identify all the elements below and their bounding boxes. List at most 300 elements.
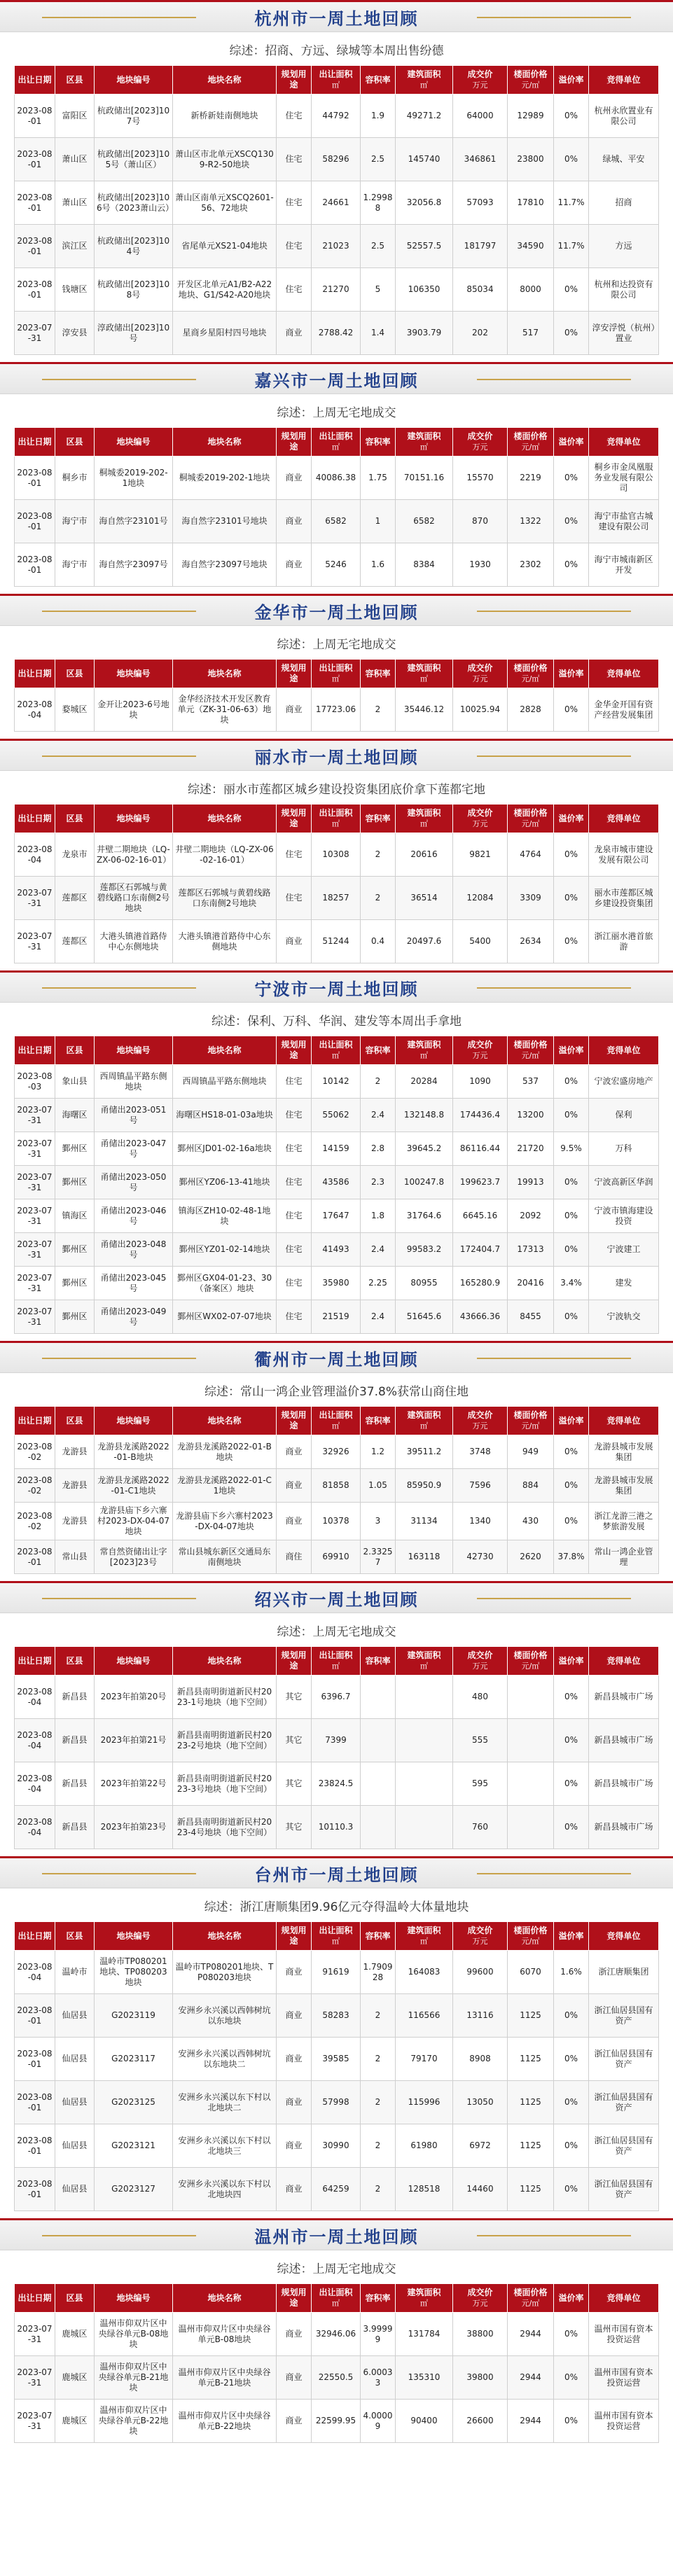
- column-header-label: 规划用途: [281, 431, 307, 452]
- column-header-label: 容积率: [365, 668, 391, 678]
- price-cell: 26600: [453, 2400, 508, 2443]
- plot-name-cell: 萧山区南单元XSCQ2601-56、72地块: [173, 181, 277, 225]
- date-cell: 2023-07-31: [15, 877, 55, 920]
- column-header: [361, 1407, 396, 1435]
- table-row: [15, 1719, 659, 1762]
- premium-cell: 0%: [554, 1719, 589, 1762]
- district-cell: 仙居县: [55, 2038, 95, 2081]
- bldg-area-cell: 20497.6: [396, 920, 453, 963]
- column-header: [55, 660, 95, 688]
- plot-name-cell: 安洲乡永兴溪以东下村以北地块二: [173, 2081, 277, 2124]
- far-cell: 2: [361, 1994, 396, 2038]
- table-row: [15, 1806, 659, 1849]
- column-header-label: 容积率: [365, 1045, 391, 1055]
- column-header-label: 溢价率: [558, 1045, 584, 1055]
- price-cell: 99600: [453, 1951, 508, 1994]
- plot-name-cell: 安洲乡永兴溪以东下村以北地块四: [173, 2168, 277, 2211]
- plot-name-cell: 金华经济技术开发区教育单元（ZK-31-06-63）地块: [173, 688, 277, 732]
- column-header: [361, 805, 396, 833]
- table-header-row: [15, 2284, 659, 2313]
- buyer-cell: 常山一鸿企业管理: [589, 1540, 659, 1574]
- column-header-label: 出让面积: [319, 1926, 353, 1935]
- column-header-label: 溢价率: [558, 1655, 584, 1666]
- area-cell: 23824.5: [312, 1762, 361, 1806]
- plot-no-cell: 井壁二期地块（LQ-ZX-06-02-16-01）: [95, 833, 173, 877]
- premium-cell: 0%: [554, 1503, 589, 1540]
- land-table: [14, 1036, 659, 1334]
- price-cell: 1090: [453, 1065, 508, 1099]
- plot-no-cell: G2023117: [95, 2038, 173, 2081]
- column-header: [95, 2284, 173, 2313]
- plot-no-cell: 甬储出2023-050号: [95, 1166, 173, 1199]
- column-header-label: 地块名称: [207, 1930, 242, 1941]
- column-header: [55, 1922, 95, 1951]
- plot-no-cell: G2023125: [95, 2081, 173, 2124]
- price-cell: 6645.16: [453, 1199, 508, 1233]
- area-cell: 17647: [312, 1199, 361, 1233]
- column-header-label: 出让面积: [319, 808, 353, 818]
- column-header-label: 建筑面积: [407, 808, 441, 818]
- price-cell: 10025.94: [453, 688, 508, 732]
- column-header-label: 建筑面积: [407, 2288, 441, 2297]
- buyer-cell: 保利: [589, 1099, 659, 1132]
- buyer-cell: 温州市国有资本投资运营: [589, 2356, 659, 2400]
- use-cell: 商业: [277, 500, 312, 543]
- district-cell: 鄞州区: [55, 1233, 95, 1267]
- plot-name-cell: 星商乡星阳村四号地块: [173, 312, 277, 355]
- price-cell: 14460: [453, 2168, 508, 2211]
- column-header-label: 区县: [66, 74, 83, 85]
- column-header: [15, 1647, 55, 1676]
- floor-price-cell: 3309: [508, 877, 554, 920]
- column-header-label: 区县: [66, 668, 83, 678]
- land-table: [14, 1921, 659, 2211]
- bldg-area-cell: 32056.8: [396, 181, 453, 225]
- use-cell: 住宅: [277, 95, 312, 138]
- date-cell: 2023-08-04: [15, 1762, 55, 1806]
- plot-name-cell: 莲都区石郭城与黄碧线路口东南侧2号地块: [173, 877, 277, 920]
- plot-name-cell: 桐城委2019-202-1地块: [173, 457, 277, 500]
- column-header: [361, 1922, 396, 1951]
- table-row: [15, 543, 659, 587]
- area-cell: 10308: [312, 833, 361, 877]
- table-row: [15, 1676, 659, 1719]
- section-summary: 综述：浙江唐顺集团9.96亿元夺得温岭大体量地块: [204, 1900, 469, 1914]
- far-cell: 1.05: [361, 1469, 396, 1503]
- column-header-label: 建筑面积: [407, 663, 441, 673]
- date-cell: 2023-07-31: [15, 1099, 55, 1132]
- table-row: [15, 2038, 659, 2081]
- buyer-cell: 龙游县城市发展集团: [589, 1469, 659, 1503]
- bldg-area-cell: 6582: [396, 500, 453, 543]
- column-header: [453, 1036, 508, 1065]
- buyer-cell: 丽水市莲都区城乡建设投资集团: [589, 877, 659, 920]
- floor-price-cell: 949: [508, 1435, 554, 1469]
- area-cell: 10378: [312, 1503, 361, 1540]
- column-header: [55, 428, 95, 457]
- section-summary: 综述：保利、万科、华润、建发等本周出手拿地: [211, 1015, 462, 1029]
- area-cell: 22599.95: [312, 2400, 361, 2443]
- floor-price-cell: 2302: [508, 543, 554, 587]
- column-header: [15, 805, 55, 833]
- column-header: [173, 1922, 277, 1951]
- table-row: [15, 1199, 659, 1233]
- land-table: [14, 65, 659, 355]
- column-header: [508, 1407, 554, 1435]
- far-cell: 2.4: [361, 1099, 396, 1132]
- column-header: [453, 428, 508, 457]
- land-table: [14, 804, 659, 963]
- column-header-label: 竞得单位: [606, 1655, 641, 1666]
- column-header: [361, 2284, 396, 2313]
- buyer-cell: 浙江仙居县国有资产: [589, 2081, 659, 2124]
- district-cell: 镇海区: [55, 1199, 95, 1233]
- buyer-cell: 浙江仙居县国有资产: [589, 1994, 659, 2038]
- section-title: 嘉兴市一周土地回顾: [254, 370, 419, 391]
- plot-name-cell: 新昌县南明街道新民村2023-1号地块（地下空间）: [173, 1676, 277, 1719]
- column-header: [589, 1407, 659, 1435]
- column-header: [589, 2284, 659, 2313]
- land-table: [14, 2283, 659, 2443]
- plot-name-cell: 井壁二期地块（LQ-ZX-06-02-16-01）: [173, 833, 277, 877]
- plot-name-cell: 海曙区HS18-01-03a地块: [173, 1099, 277, 1132]
- table-header-row: [15, 805, 659, 833]
- table-row: [15, 2168, 659, 2211]
- section-summary: 综述：常山一鸿企业管理溢价37.8%获常山商住地: [204, 1385, 469, 1399]
- column-header: [508, 805, 554, 833]
- far-cell: 6.00033: [361, 2356, 396, 2400]
- date-cell: 2023-07-31: [15, 1233, 55, 1267]
- buyer-cell: 龙游县城市发展集团: [589, 1435, 659, 1469]
- far-cell: 2.3: [361, 1166, 396, 1199]
- district-cell: 常山县: [55, 1540, 95, 1574]
- premium-cell: 0%: [554, 877, 589, 920]
- section-banner: [0, 362, 673, 394]
- district-cell: 新昌县: [55, 1806, 95, 1849]
- section-banner: [0, 1341, 673, 1373]
- floor-price-cell: 2219: [508, 457, 554, 500]
- column-header-label: 楼面价格: [513, 431, 548, 441]
- table-row: [15, 833, 659, 877]
- column-header: [173, 428, 277, 457]
- plot-name-cell: 鄞州区WX02-07-07地块: [173, 1300, 277, 1334]
- column-header: [173, 1647, 277, 1676]
- price-cell: 181797: [453, 225, 508, 268]
- buyer-cell: 宁波市镇海建设投资: [589, 1199, 659, 1233]
- buyer-cell: 新昌县城市广场: [589, 1676, 659, 1719]
- premium-cell: 0%: [554, 2356, 589, 2400]
- date-cell: 2023-07-31: [15, 312, 55, 355]
- column-header-label: 出让面积: [319, 1650, 353, 1660]
- plot-name-cell: 龙游县龙溪路2022-01-C1地块: [173, 1469, 277, 1503]
- premium-cell: 0%: [554, 1166, 589, 1199]
- column-header-label: 建筑面积: [407, 1926, 441, 1935]
- price-cell: 8908: [453, 2038, 508, 2081]
- bldg-area-cell: 85950.9: [396, 1469, 453, 1503]
- plot-name-cell: 西周镇晶平路东侧地块: [173, 1065, 277, 1099]
- use-cell: 其它: [277, 1762, 312, 1806]
- area-cell: 7399: [312, 1719, 361, 1762]
- table-row: [15, 920, 659, 963]
- column-header: [361, 66, 396, 95]
- column-header-label: 区县: [66, 436, 83, 447]
- column-header: [508, 428, 554, 457]
- column-header-label: 成交价: [467, 663, 493, 673]
- buyer-cell: 浙江仙居县国有资产: [589, 2038, 659, 2081]
- floor-price-cell: 430: [508, 1503, 554, 1540]
- column-header: [554, 1922, 589, 1951]
- price-cell: 5400: [453, 920, 508, 963]
- table-row: [15, 2356, 659, 2400]
- date-cell: 2023-07-31: [15, 1132, 55, 1166]
- use-cell: 住宅: [277, 1300, 312, 1334]
- price-cell: 480: [453, 1676, 508, 1719]
- premium-cell: 0%: [554, 543, 589, 587]
- price-cell: 57093: [453, 181, 508, 225]
- column-header: [55, 66, 95, 95]
- far-cell: [361, 1676, 396, 1719]
- table-row: [15, 1300, 659, 1334]
- buyer-cell: 新昌县城市广场: [589, 1806, 659, 1849]
- far-cell: [361, 1762, 396, 1806]
- column-header: [277, 1647, 312, 1676]
- section-summary: 综述：上周无宅地成交: [277, 1625, 396, 1639]
- premium-cell: 0%: [554, 1300, 589, 1334]
- column-header-label: 出让日期: [18, 1930, 52, 1941]
- column-header-label: 地块编号: [116, 74, 151, 85]
- column-header: [95, 428, 173, 457]
- far-cell: 2.4: [361, 1300, 396, 1334]
- section-title: 宁波市一周土地回顾: [254, 978, 419, 999]
- column-unit: 万元: [472, 2299, 488, 2308]
- premium-cell: 0%: [554, 1435, 589, 1469]
- column-header-label: 容积率: [365, 2292, 391, 2303]
- area-cell: 21023: [312, 225, 361, 268]
- plot-no-cell: 甬储出2023-047号: [95, 1132, 173, 1166]
- column-header-label: 规划用途: [281, 69, 307, 90]
- column-header-label: 建筑面积: [407, 1410, 441, 1420]
- bldg-area-cell: 39511.2: [396, 1435, 453, 1469]
- column-unit: ㎡: [420, 819, 428, 828]
- district-cell: 新昌县: [55, 1719, 95, 1762]
- column-header-label: 地块名称: [207, 813, 242, 823]
- plot-name-cell: 龙游县庙下乡六寨村2023-DX-04-07地块: [173, 1503, 277, 1540]
- column-header-label: 溢价率: [558, 1930, 584, 1941]
- table-row: [15, 1540, 659, 1574]
- column-header: [312, 660, 361, 688]
- use-cell: 商业: [277, 2400, 312, 2443]
- floor-price-cell: 1125: [508, 2124, 554, 2168]
- district-cell: 莲都区: [55, 920, 95, 963]
- column-header: [554, 805, 589, 833]
- column-unit: 元/㎡: [521, 81, 540, 90]
- bldg-area-cell: 31134: [396, 1503, 453, 1540]
- column-header-label: 地块编号: [116, 1930, 151, 1941]
- column-header-label: 容积率: [365, 1415, 391, 1426]
- premium-cell: 0%: [554, 1806, 589, 1849]
- bldg-area-cell: 128518: [396, 2168, 453, 2211]
- column-header-label: 容积率: [365, 1655, 391, 1666]
- section-title: 丽水市一周土地回顾: [254, 746, 419, 767]
- city-section: [0, 0, 673, 362]
- date-cell: 2023-08-02: [15, 1435, 55, 1469]
- bldg-area-cell: 51645.6: [396, 1300, 453, 1334]
- use-cell: 住宅: [277, 1267, 312, 1300]
- area-cell: 81858: [312, 1469, 361, 1503]
- column-header-label: 楼面价格: [513, 663, 548, 673]
- column-unit: 元/㎡: [521, 1662, 540, 1671]
- date-cell: 2023-08-01: [15, 2124, 55, 2168]
- column-header-label: 出让日期: [18, 668, 52, 678]
- plot-name-cell: 鄞州区YZ01-02-14地块: [173, 1233, 277, 1267]
- column-header: [589, 428, 659, 457]
- table-row: [15, 1435, 659, 1469]
- column-header: [55, 805, 95, 833]
- column-header: [15, 1922, 55, 1951]
- plot-name-cell: 新昌县南明街道新民村2023-4号地块（地下空间）: [173, 1806, 277, 1849]
- column-header: [312, 2284, 361, 2313]
- plot-no-cell: 甬储出2023-051号: [95, 1099, 173, 1132]
- premium-cell: 1.6%: [554, 1951, 589, 1994]
- date-cell: 2023-07-31: [15, 920, 55, 963]
- plot-name-cell: 温州市仰双片区中央绿谷单元B-08地块: [173, 2313, 277, 2356]
- column-header: [508, 660, 554, 688]
- price-cell: 760: [453, 1806, 508, 1849]
- column-header-label: 地块名称: [207, 436, 242, 447]
- far-cell: 2: [361, 833, 396, 877]
- far-cell: 1: [361, 500, 396, 543]
- land-table: [14, 1646, 659, 1849]
- use-cell: 住宅: [277, 1099, 312, 1132]
- column-header: [453, 1922, 508, 1951]
- column-header-label: 溢价率: [558, 1415, 584, 1426]
- date-cell: 2023-08-01: [15, 181, 55, 225]
- column-header-label: 楼面价格: [513, 1410, 548, 1420]
- section-banner: [0, 594, 673, 626]
- premium-cell: 9.5%: [554, 1132, 589, 1166]
- use-cell: 住宅: [277, 1166, 312, 1199]
- buyer-cell: 浙江唐顺集团: [589, 1951, 659, 1994]
- column-header: [312, 1407, 361, 1435]
- table-row: [15, 1994, 659, 2038]
- column-header-label: 地块名称: [207, 1415, 242, 1426]
- date-cell: 2023-07-31: [15, 2356, 55, 2400]
- plot-name-cell: 常山县城东新区交通局东南侧地块: [173, 1540, 277, 1574]
- column-header: [589, 1922, 659, 1951]
- column-header: [95, 1647, 173, 1676]
- column-header-label: 容积率: [365, 813, 391, 823]
- far-cell: 2: [361, 2081, 396, 2124]
- column-header-label: 区县: [66, 1415, 83, 1426]
- column-header-label: 区县: [66, 813, 83, 823]
- column-header-label: 出让日期: [18, 1655, 52, 1666]
- column-header: [55, 1036, 95, 1065]
- use-cell: 商业: [277, 2313, 312, 2356]
- area-cell: 41493: [312, 1233, 361, 1267]
- city-section: [0, 1581, 673, 1856]
- date-cell: 2023-08-02: [15, 1503, 55, 1540]
- buyer-cell: 金华金开国有资产经营发展集团: [589, 688, 659, 732]
- use-cell: 商业: [277, 1951, 312, 1994]
- plot-no-cell: 温州市仰双片区中央绿谷单元B-08地块: [95, 2313, 173, 2356]
- date-cell: 2023-08-04: [15, 833, 55, 877]
- area-cell: 69910: [312, 1540, 361, 1574]
- plot-no-cell: 2023年拍第23号: [95, 1806, 173, 1849]
- floor-price-cell: 2634: [508, 920, 554, 963]
- city-section: [0, 1341, 673, 1581]
- floor-price-cell: 2944: [508, 2313, 554, 2356]
- district-cell: 萧山区: [55, 181, 95, 225]
- column-header-label: 成交价: [467, 69, 493, 79]
- price-cell: 39800: [453, 2356, 508, 2400]
- use-cell: 商业: [277, 1435, 312, 1469]
- column-header-label: 成交价: [467, 1926, 493, 1935]
- district-cell: 富阳区: [55, 95, 95, 138]
- floor-price-cell: 2620: [508, 1540, 554, 1574]
- column-header: [173, 66, 277, 95]
- far-cell: 2: [361, 2168, 396, 2211]
- column-header-label: 建筑面积: [407, 431, 441, 441]
- far-cell: [361, 1719, 396, 1762]
- bldg-area-cell: 31764.6: [396, 1199, 453, 1233]
- column-header-label: 地块名称: [207, 668, 242, 678]
- column-header: [55, 1407, 95, 1435]
- column-unit: ㎡: [420, 443, 428, 452]
- section-summary: 综述：上周无宅地成交: [277, 406, 396, 420]
- far-cell: 2.5: [361, 138, 396, 181]
- area-cell: 91619: [312, 1951, 361, 1994]
- district-cell: 淳安县: [55, 312, 95, 355]
- use-cell: 其它: [277, 1676, 312, 1719]
- column-header-label: 地块编号: [116, 668, 151, 678]
- far-cell: 2: [361, 688, 396, 732]
- date-cell: 2023-07-31: [15, 2313, 55, 2356]
- bldg-area-cell: 100247.8: [396, 1166, 453, 1199]
- floor-price-cell: 17810: [508, 181, 554, 225]
- plot-no-cell: 莲都区石郭城与黄碧线路口东南侧2号地块: [95, 877, 173, 920]
- column-header-label: 区县: [66, 1045, 83, 1055]
- column-header: [312, 805, 361, 833]
- column-unit: 元/㎡: [521, 1421, 540, 1430]
- use-cell: 住宅: [277, 1199, 312, 1233]
- premium-cell: 0%: [554, 138, 589, 181]
- floor-price-cell: 23800: [508, 138, 554, 181]
- area-cell: 14159: [312, 1132, 361, 1166]
- price-cell: 7596: [453, 1469, 508, 1503]
- bldg-area-cell: 79170: [396, 2038, 453, 2081]
- plot-name-cell: 大港头镇港首路侍中心东侧地块: [173, 920, 277, 963]
- premium-cell: 0%: [554, 2313, 589, 2356]
- plot-no-cell: G2023127: [95, 2168, 173, 2211]
- floor-price-cell: 6070: [508, 1951, 554, 1994]
- use-cell: 商住: [277, 1540, 312, 1574]
- floor-price-cell: 17313: [508, 1233, 554, 1267]
- plot-no-cell: 龙游县庙下乡六寨村2023-DX-04-07地块: [95, 1503, 173, 1540]
- table-row: [15, 181, 659, 225]
- plot-no-cell: 杭政储出[2023]106号（2023萧山云）: [95, 181, 173, 225]
- bldg-area-cell: [396, 1806, 453, 1849]
- column-header-label: 出让面积: [319, 1410, 353, 1420]
- column-header: [361, 660, 396, 688]
- table-row: [15, 1503, 659, 1540]
- column-header-label: 区县: [66, 2292, 83, 2303]
- buyer-cell: 绿城、平安: [589, 138, 659, 181]
- table-row: [15, 1099, 659, 1132]
- area-cell: 6582: [312, 500, 361, 543]
- table-row: [15, 457, 659, 500]
- far-cell: 1.4: [361, 312, 396, 355]
- buyer-cell: 招商: [589, 181, 659, 225]
